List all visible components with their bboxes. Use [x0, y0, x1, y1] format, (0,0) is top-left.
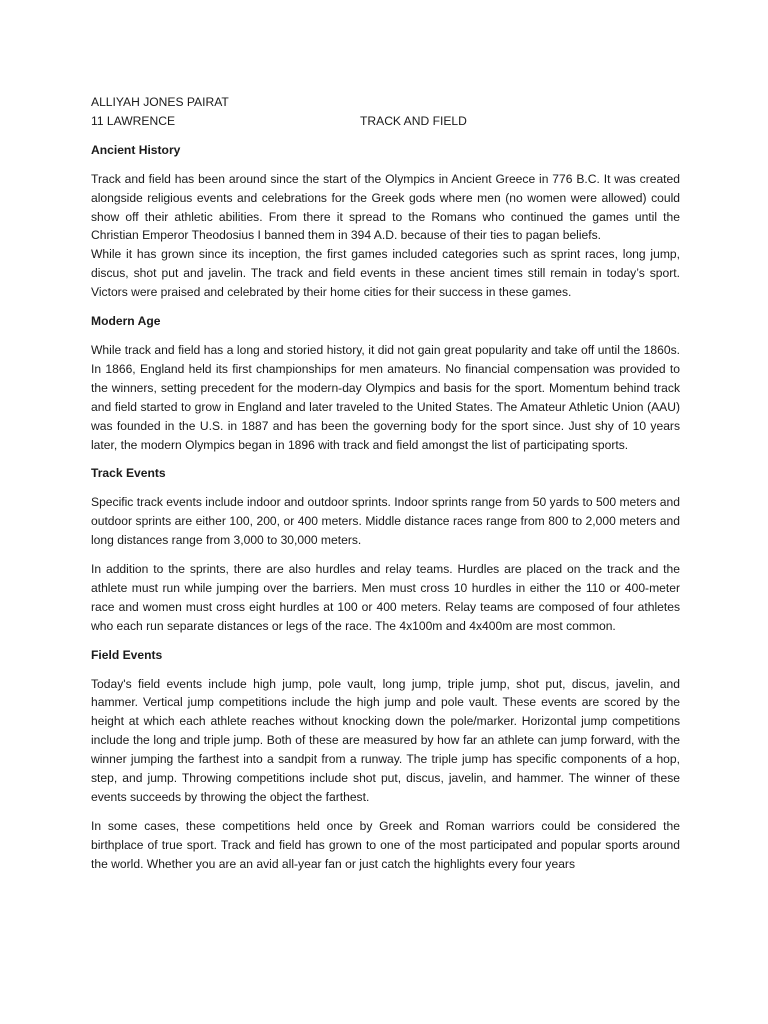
section-heading-modern: Modern Age — [91, 314, 161, 329]
header-line — [91, 112, 680, 131]
paragraph-track-2: In addition to the sprints, there are also hurdles and relay teams. Hurdles are placed on the track and the athlete must run while jumping over the barriers. Men must cross 10 hurdles in either the 110 or 400-meter race and women must cross eight hurdles at 100 or 400 meters. Relay teams are composed of four athletes who each run separate distances or legs of the race. The 4x100m and 4x400m are most common. — [91, 562, 680, 633]
paragraph-field-1: Today's field events include high jump, pole vault, long jump, triple jump, shot put, discus, javelin, and hammer. Vertical jump competitions include the high jump and pole vault. These events are scored by the height at which each athlete reaches without knocking down the pole/marker. Horizontal jump competitions include the long and triple jump. Both of these are measured by how far an athlete can jump forward, with the winner jumping the farthest into a sandpit from a runway. The triple jump has specific components of a hop, step, and jump. Throwing competitions include shot put, discus, javelin, and hammer. The winner of these events succeeds by throwing the object the farthest. — [91, 676, 680, 804]
section-heading-ancient: Ancient History — [91, 142, 181, 157]
paragraph-track-1: Specific track events include indoor and outdoor sprints. Indoor sprints range from 50 yards to 500 meters and outdoor sprints are either 100, 200, or 400 meters. Middle distance races range from 800 to 2,000 meters and long distances range from 3,000 to 30,000 meters. — [91, 495, 680, 548]
section-heading-field: Field Events — [91, 647, 163, 662]
section-heading-track: Track Events — [91, 466, 166, 481]
paragraph-field-2: In some cases, these competitions held once by Greek and Roman warriors could be considered the birthplace of true sport. Track and field has grown to one of the most participated and popular sports around the world. Whether you are an avid all-year fan or just catch the highlights every four years — [91, 818, 680, 871]
paragraph-ancient-1: Track and field has been around since the start of the Olympics in Ancient Greece in 776 B.C. It was created alongside religious events and celebrations for the Greek gods where men (no women were allowed) could show off their athletic abilities. From there it spread to the Romans who continued the games until the Christian Emperor Theodosius I banned them in 394 A.D. because of their ties to pagan beliefs. — [91, 171, 680, 243]
paragraph-modern-1: While track and field has a long and storied history, it did not gain great popularity and take off until the 1860s. In 1866, England held its first championships for men amateurs. No financial compensation was provided to the winners, setting precedent for the modern-day Olympics and basis for the sport. Momentum behind track and field started to grow in England and later traveled to the United States. The Amateur Athletic Union (AAU) was founded in the U.S. in 1887 and has been the governing body for the sport since. Just shy of 10 years later, the modern Olympics began in 1896 with track and field amongst the list of participating sports. — [91, 342, 680, 452]
paragraph-ancient-2: While it has grown since its inception, the first games included categories such as sprint races, long jump, discus, shot put and javelin. The track and field events in these ancient times still remain in today’s sport. Victors were praised and celebrated by their home cities for their success in these games. — [91, 247, 680, 300]
class-name: 11 LAWRENCE — [91, 113, 176, 128]
author-name: ALLIYAH JONES PAIRAT — [91, 95, 229, 109]
document-title: TRACK AND FIELD — [360, 113, 467, 128]
